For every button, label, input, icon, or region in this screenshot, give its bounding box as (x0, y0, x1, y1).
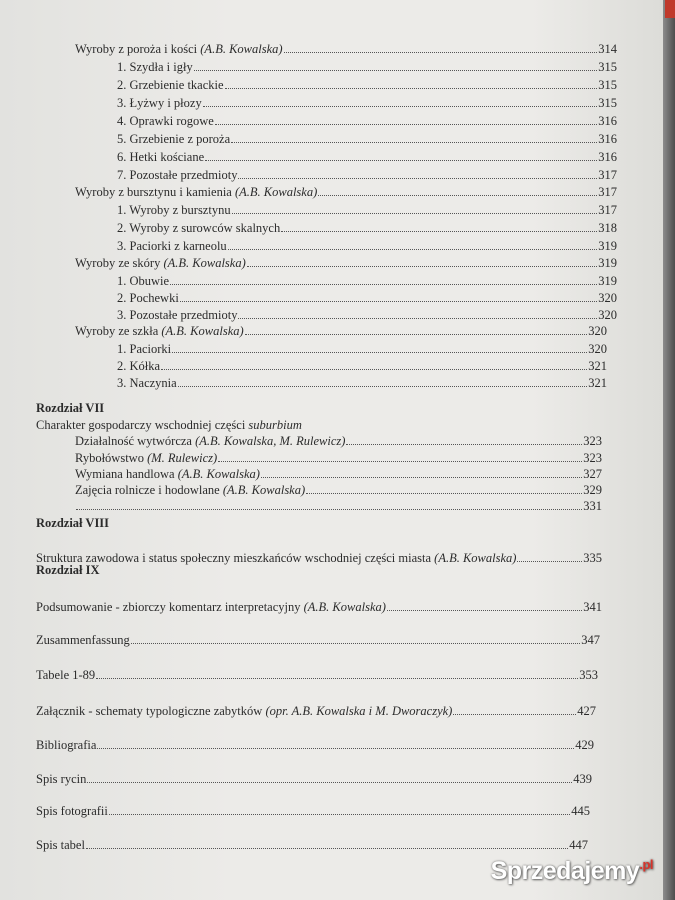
toc-entry-title: 2. Kółka (117, 359, 161, 373)
dot-leader (387, 610, 582, 611)
dot-leader (87, 782, 572, 783)
toc-page-number: 319 (598, 274, 617, 288)
toc-entry-title: Bibliografia (36, 738, 97, 752)
red-cover-corner (665, 0, 675, 18)
toc-entry-title: 1. Wyroby z bursztynu (117, 203, 231, 217)
dot-leader (76, 509, 582, 510)
dot-leader (172, 352, 587, 353)
toc-page-number: 320 (588, 324, 607, 338)
dot-leader (228, 249, 598, 250)
toc-entry-title: Działalność wytwórcza (75, 434, 196, 448)
toc-entry-title: Podsumowanie - zbiorczy komentarz interpretacyjny (36, 600, 304, 614)
toc-page-number: 321 (588, 359, 607, 373)
toc-entry-author: (A.B. Kowalska) (303, 600, 386, 614)
dot-leader (218, 461, 582, 462)
toc-page-number: 317 (598, 168, 617, 182)
toc-entry-title: Wymiana handlowa (75, 467, 178, 481)
toc-entry-title: Zusammenfassung (36, 633, 130, 647)
dot-leader (232, 213, 598, 214)
toc-page-number: 320 (588, 342, 607, 356)
toc-page-number: 323 (583, 434, 602, 448)
toc-entry-title: Wyroby ze szkła (75, 324, 162, 338)
toc-page-number: 316 (598, 150, 617, 164)
toc-entry (75, 467, 602, 481)
toc-entry-title: 5. Grzebienie z poroża (117, 132, 231, 146)
toc-page-number: 335 (583, 551, 602, 565)
toc-entry-title: 6. Hetki kościane (117, 150, 205, 164)
toc-page-number: 317 (598, 203, 617, 217)
toc-page-number: 314 (598, 42, 617, 56)
toc-entry-title: Wyroby z bursztynu i kamienia (75, 185, 235, 199)
toc-entry-title: 2. Grzebienie tkackie (117, 78, 224, 92)
dot-leader (247, 266, 597, 267)
dot-leader (306, 493, 582, 494)
toc-entry-title: Spis tabel (36, 838, 85, 852)
toc-entry-title: Spis rycin (36, 772, 87, 786)
toc-entry (117, 376, 607, 390)
toc-entry (117, 239, 617, 253)
watermark-tld: .pl (639, 857, 653, 872)
dot-leader (205, 160, 597, 161)
toc-page-number: 320 (598, 291, 617, 305)
toc-entry (117, 359, 607, 373)
dot-leader (231, 142, 597, 143)
dot-leader (346, 444, 582, 445)
toc-entry-author: (A.B. Kowalska) (434, 551, 517, 565)
toc-entry-author: (A.B. Kowalska) (161, 324, 244, 338)
chapter-heading: Rozdział VII (36, 401, 105, 415)
dot-leader (245, 334, 588, 335)
toc-page-number: 439 (573, 772, 592, 786)
toc-page-number: 323 (583, 451, 602, 465)
toc-entry-title: 3. Łyżwy i płozy (117, 96, 202, 110)
toc-entry (117, 60, 617, 74)
toc-entry-title: Załącznik - schematy typologiczne zabytków (36, 704, 266, 718)
dot-leader (161, 369, 587, 370)
dot-leader (238, 318, 597, 319)
toc-page-number: 315 (598, 96, 617, 110)
toc-entry-title: Spis fotografii (36, 804, 108, 818)
toc-page-number: 353 (579, 668, 598, 682)
toc-entry (75, 451, 602, 465)
toc-page-number: 429 (575, 738, 594, 752)
toc-entry-title: 1. Obuwie (117, 274, 170, 288)
toc-page-number: 329 (583, 483, 602, 497)
dot-leader (281, 231, 597, 232)
toc-entry (75, 434, 602, 448)
toc-entry (36, 838, 588, 852)
dot-leader (284, 52, 598, 53)
toc-entry (75, 185, 617, 199)
toc-entry-title: 1. Szydła i igły (117, 60, 193, 74)
toc-page-number: 327 (583, 467, 602, 481)
toc-entry-author: (opr. A.B. Kowalska i M. Dworaczyk) (265, 704, 453, 718)
toc-entry-author: (A.B. Kowalska) (200, 42, 283, 56)
toc-entry-title: 2. Wyroby z surowców skalnych (117, 221, 281, 235)
toc-entry (117, 150, 617, 164)
toc-entry (36, 704, 596, 718)
toc-entry (36, 668, 598, 682)
toc-entry (117, 78, 617, 92)
toc-entry (75, 42, 617, 56)
dot-leader (517, 561, 582, 562)
toc-page-number: 331 (583, 499, 602, 513)
toc-entry (117, 168, 617, 182)
toc-entry (117, 132, 617, 146)
toc-entry-title: Struktura zawodowa i status społeczny mieszkańców wschodniej części miasta (36, 551, 435, 565)
dot-leader (178, 386, 588, 387)
toc-entry (36, 772, 592, 786)
toc-entry-title: Wyroby z poroża i kości (75, 42, 201, 56)
dot-leader (170, 284, 597, 285)
toc-page-number: 318 (598, 221, 617, 235)
toc-page-number: 316 (598, 114, 617, 128)
dot-leader (131, 643, 581, 644)
dot-leader (86, 848, 568, 849)
toc-entry (117, 308, 617, 322)
toc-page-number: 319 (598, 256, 617, 270)
dot-leader (318, 195, 597, 196)
toc-entry (36, 804, 590, 818)
dot-leader (261, 477, 582, 478)
toc-entry-author: (A.B. Kowalska) (222, 483, 306, 497)
toc-page-number: 315 (598, 78, 617, 92)
toc-entry-author: (A.B. Kowalska, M. Rulewicz) (195, 434, 346, 448)
toc-page-number: 320 (598, 308, 617, 322)
toc-page-number: 316 (598, 132, 617, 146)
toc-entry (117, 114, 617, 128)
toc-entry-author: (A.B. Kowalska) (234, 185, 318, 199)
dot-leader (203, 106, 598, 107)
toc-entry-title: 3. Naczynia (117, 376, 177, 390)
dot-leader (238, 178, 597, 179)
toc-entry (75, 256, 617, 270)
toc-entry (117, 221, 617, 235)
toc-entry-title: 3. Paciorki z karneolu (117, 239, 227, 253)
toc-entry-title: 3. Pozostałe przedmioty (117, 308, 238, 322)
toc-entry (75, 499, 602, 513)
toc-entry (117, 203, 617, 217)
toc-page-number: 445 (571, 804, 590, 818)
toc-entry (75, 483, 602, 497)
dot-leader (225, 88, 598, 89)
toc-entry (117, 291, 617, 305)
toc-entry-title: 4. Oprawki rogowe (117, 114, 214, 128)
watermark-name: Sprzedajemy (490, 857, 640, 885)
dot-leader (97, 748, 574, 749)
chapter-heading: Rozdział IX (36, 563, 100, 577)
toc-entry-author: (A.B. Kowalska) (163, 256, 246, 270)
toc-entry (36, 600, 602, 614)
toc-entry (75, 324, 607, 338)
toc-page-number: 315 (598, 60, 617, 74)
toc-entry-title: Zajęcia rolnicze i hodowlane (75, 483, 223, 497)
toc-page-number: 319 (598, 239, 617, 253)
toc-entry-title: 1. Paciorki (117, 342, 172, 356)
toc-entry-author: suburbium (248, 418, 302, 432)
toc-entry (117, 274, 617, 288)
dot-leader (96, 678, 578, 679)
dot-leader (109, 814, 570, 815)
toc-page-number: 341 (583, 600, 602, 614)
toc-entry (36, 551, 602, 565)
page-edge-shadow (663, 0, 675, 900)
toc-page-number: 321 (588, 376, 607, 390)
toc-page-number: 427 (577, 704, 596, 718)
toc-entry-title: 2. Pochewki (117, 291, 179, 305)
dot-leader (215, 124, 597, 125)
toc-page-number: 317 (598, 185, 617, 199)
dot-leader (194, 70, 598, 71)
toc-entry (117, 342, 607, 356)
toc-entry-author: (A.B. Kowalska) (177, 467, 260, 481)
chapter-heading: Rozdział VIII (36, 516, 110, 530)
dot-leader (453, 714, 576, 715)
toc-entry (36, 738, 594, 752)
toc-entry-title: Charakter gospodarczy wschodniej części (36, 418, 249, 432)
toc-entry-title: Wyroby ze skóry (75, 256, 164, 270)
dot-leader (180, 301, 597, 302)
toc-entry-author: (M. Rulewicz) (147, 451, 218, 465)
toc-entry-title: Tabele 1-89 (36, 668, 96, 682)
toc-page-number: 447 (569, 838, 588, 852)
toc-page-number: 347 (581, 633, 600, 647)
toc-entry (36, 633, 600, 647)
toc-entry (36, 418, 436, 432)
toc-entry-title: 7. Pozostałe przedmioty (117, 168, 238, 182)
toc-entry-title: Rybołówstwo (75, 451, 148, 465)
watermark-logo (491, 857, 653, 886)
toc-entry (117, 96, 617, 110)
